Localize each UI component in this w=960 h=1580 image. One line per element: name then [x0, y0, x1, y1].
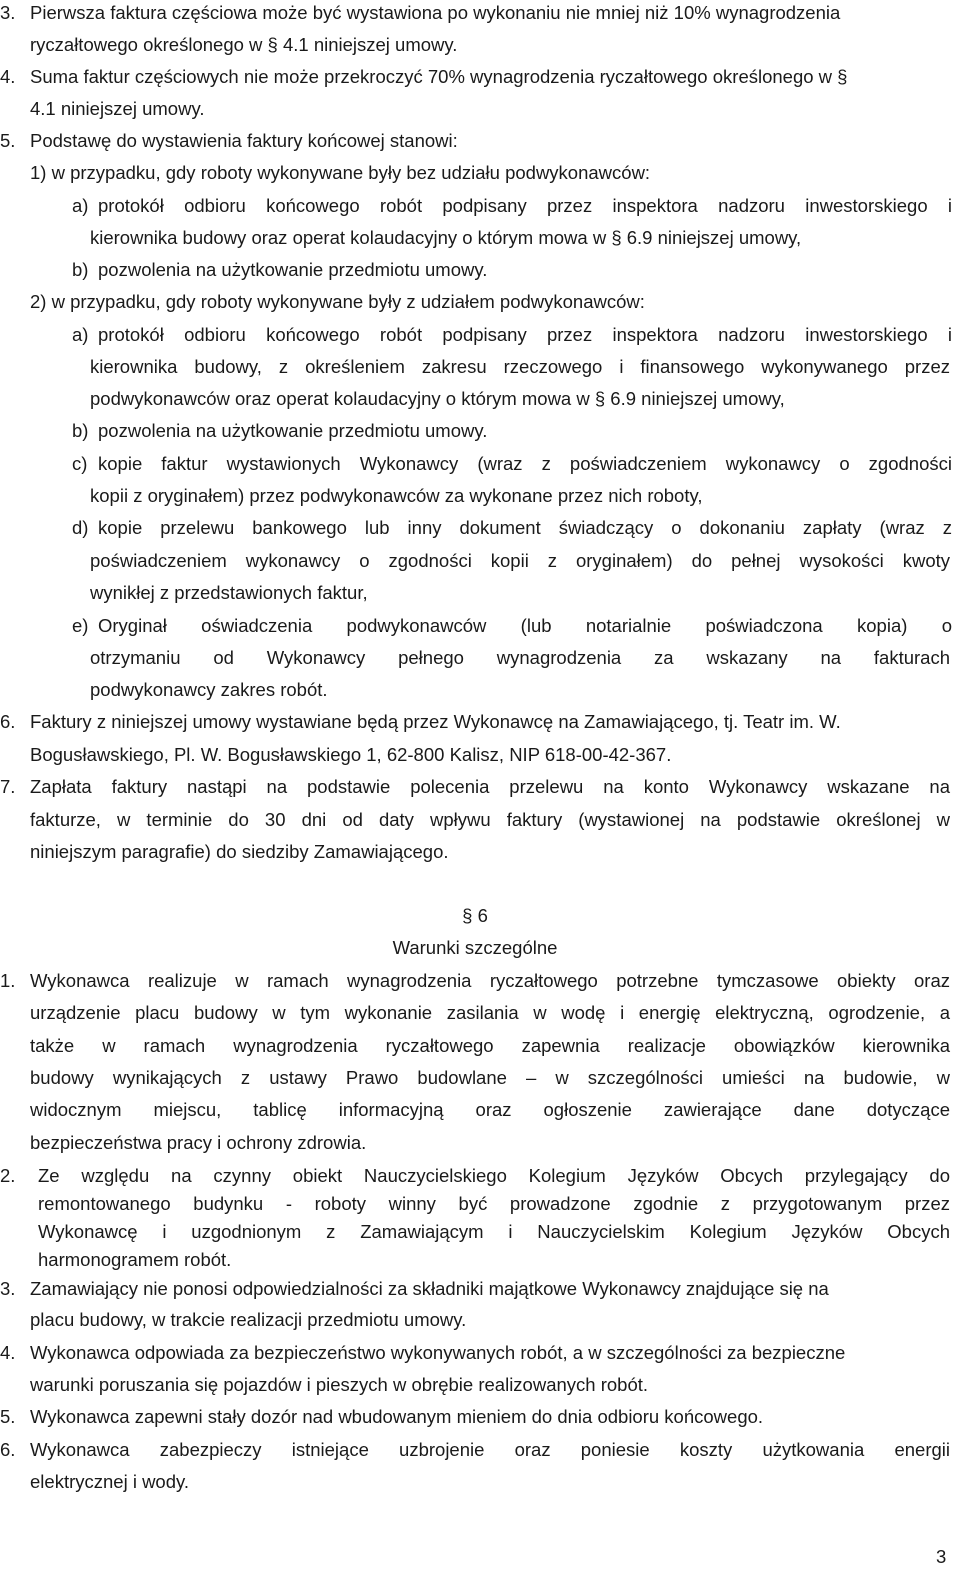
paragraph-text: Zamawiający nie ponosi odpowiedzialności za składniki majątkowe Wykonawcy znajdujące się na: [30, 1278, 829, 1299]
special-1-line-3: także w ramach wynagrodzenia ryczałtowego zapewnia realizacje obowiązków kierownika: [30, 1035, 950, 1056]
list-label: b): [72, 259, 89, 280]
section-title: Warunki szczególne: [392, 937, 558, 958]
list-label: a): [72, 324, 89, 345]
paragraph-7-line-1: [0, 771, 950, 803]
special-5-line-1: [0, 1401, 960, 1433]
list-text: Oryginał oświadczenia podwykonawców (lub notarialnie poświadczona kopia) o: [98, 615, 952, 636]
list-label: c): [72, 453, 88, 474]
special-4-line-1: [0, 1337, 960, 1369]
paragraph-3-line-1: [0, 0, 960, 29]
paragraph-7-line-2: fakturze, w terminie do 30 dni od daty wpływu faktury (wystawionej na podstawie określonej w: [30, 809, 950, 830]
list-text: kopie faktur wystawionych Wykonawcy (wraz z poświadczeniem wykonawcy o zgodności: [98, 453, 952, 474]
special-1-line-6: bezpieczeństwa pracy i ochrony zdrowia.: [30, 1132, 367, 1153]
list-label: e): [72, 615, 89, 636]
paragraph-text: Wykonawca zapewni stały dozór nad wbudowanym mieniem do dnia odbioru końcowego.: [30, 1406, 764, 1427]
special-3-line-1: [0, 1273, 960, 1305]
case-2-d-line-3: wynikłej z przedstawionych faktur,: [90, 582, 368, 603]
case-2-a-line-1: [72, 319, 952, 351]
paragraph-6-line-1: [0, 706, 960, 738]
paragraph-text: Wykonawca odpowiada za bezpieczeństwo wykonywanych robót, a w szczególności za bezpieczne: [30, 1342, 846, 1363]
paragraph-number: 7.: [0, 776, 16, 797]
paragraph-text: Ze względu na czynny obiekt Nauczycielskiego Kolegium Języków Obcych przylegający do: [38, 1165, 950, 1186]
paragraph-number: 4.: [0, 66, 16, 87]
special-6-line-2: elektrycznej i wody.: [30, 1471, 190, 1492]
case-2-e-line-1: [72, 610, 952, 642]
page-number: 3: [936, 1546, 947, 1567]
special-6-line-1: [0, 1434, 950, 1466]
paragraph-number: 3.: [0, 1278, 16, 1299]
case-2-b-line-1: [72, 415, 952, 447]
paragraph-text: Zapłata faktury nastąpi na podstawie polecenia przelewu na konto Wykonawcy wskazane na: [30, 776, 950, 797]
paragraph-number: 5.: [0, 1406, 16, 1427]
case-1-header: 1) w przypadku, gdy roboty wykonywane były bez udziału podwykonawców:: [30, 162, 651, 183]
special-4-line-2: warunki poruszania się pojazdów i pieszych w obrębie realizowanych robót.: [30, 1374, 649, 1395]
case-2-e-line-3: podwykonawcy zakres robót.: [90, 679, 328, 700]
paragraph-number: 4.: [0, 1342, 16, 1363]
list-label: a): [72, 195, 89, 216]
special-2-line-4: harmonogramem robót.: [38, 1249, 232, 1270]
paragraph-text: Pierwsza faktura częściowa może być wystawiona po wykonaniu nie mniej niż 10% wynagrodzenia: [30, 2, 841, 23]
case-2-d-line-2: poświadczeniem wykonawcy o zgodności kopii z oryginałem) do pełnej wysokości kwoty: [90, 550, 950, 571]
special-1-line-5: widocznym miejscu, tablicę informacyjną oraz ogłoszenie zawierające dane dotyczące: [30, 1099, 950, 1120]
paragraph-5-line-1: [0, 125, 960, 157]
case-2-d-line-1: [72, 512, 952, 544]
paragraph-text: Wykonawca realizuje w ramach wynagrodzenia ryczałtowego potrzebne tymczasowe obiekty oraz: [30, 970, 950, 991]
paragraph-7-line-3: niniejszym paragrafie) do siedziby Zamawiającego.: [30, 841, 449, 862]
special-2-line-2: remontowanego budynku - roboty winny być prowadzone zgodnie z przygotowanym przez: [38, 1193, 950, 1214]
paragraph-4-line-1: [0, 61, 960, 93]
case-2-e-line-2: otrzymaniu od Wykonawcy pełnego wynagrodzenia za wskazany na fakturach: [90, 647, 950, 668]
list-text: pozwolenia na użytkowanie przedmiotu umowy.: [98, 420, 488, 441]
list-label: d): [72, 517, 89, 538]
list-text: protokół odbioru końcowego robót podpisany przez inspektora nadzoru inwestorskiego i: [98, 324, 952, 345]
paragraph-text: Suma faktur częściowych nie może przekroczyć 70% wynagrodzenia ryczałtowego określonego w §: [30, 66, 848, 87]
section-symbol: § 6: [462, 905, 488, 926]
paragraph-6-line-2: Bogusławskiego, Pl. W. Bogusławskiego 1, 62-800 Kalisz, NIP 618-00-42-367.: [30, 744, 672, 765]
special-1-line-2: urządzenie placu budowy w tym wykonanie zasilania w wodę i energię elektryczną, ogrodzenie, a: [30, 1002, 950, 1023]
list-text: kopie przelewu bankowego lub inny dokument świadczący o dokonaniu zapłaty (wraz z: [98, 517, 952, 538]
paragraph-3-line-2: ryczałtowego określonego w § 4.1 niniejszej umowy.: [30, 34, 458, 55]
paragraph-text: Podstawę do wystawienia faktury końcowej stanowi:: [30, 130, 458, 151]
case-2-c-line-1: [72, 448, 952, 480]
paragraph-text: Wykonawca zabezpieczy istniejące uzbrojenie oraz poniesie koszty użytkowania energii: [30, 1439, 950, 1460]
list-text: pozwolenia na użytkowanie przedmiotu umowy.: [98, 259, 488, 280]
special-3-line-2: placu budowy, w trakcie realizacji przedmiotu umowy.: [30, 1309, 467, 1330]
paragraph-number: 2.: [0, 1165, 16, 1186]
paragraph-number: 3.: [0, 2, 16, 23]
case-1-a-line-2: kierownika budowy oraz operat kolaudacyjny o którym mowa w § 6.9 niniejszej umowy,: [90, 227, 802, 248]
paragraph-number: 5.: [0, 130, 16, 151]
special-1-line-4: budowy wynikających z ustawy Prawo budowlane – w szczególności umieści na budowie, w: [30, 1067, 950, 1088]
list-label: b): [72, 420, 89, 441]
case-2-header: 2) w przypadku, gdy roboty wykonywane były z udziałem podwykonawców:: [30, 291, 645, 312]
case-1-b-line-1: [72, 254, 952, 286]
paragraph-number: 6.: [0, 711, 16, 732]
special-2-line-3: Wykonawcę i uzgodnionym z Zamawiającym i Nauczycielskim Kolegium Języków Obcych: [38, 1221, 950, 1242]
case-2-a-line-3: podwykonawców oraz operat kolaudacyjny o którym mowa w § 6.9 niniejszej umowy,: [90, 388, 785, 409]
paragraph-number: 1.: [0, 970, 16, 991]
special-1-line-1: [0, 965, 950, 997]
case-1-a-line-1: [72, 190, 952, 222]
paragraph-text: Faktury z niniejszej umowy wystawiane będą przez Wykonawcę na Zamawiającego, tj. Teatr im. W.: [30, 711, 841, 732]
list-text: protokół odbioru końcowego robót podpisany przez inspektora nadzoru inwestorskiego i: [98, 195, 952, 216]
case-2-c-line-2: kopii z oryginałem) przez podwykonawców za wykonane przez nich roboty,: [90, 485, 703, 506]
paragraph-4-line-2: 4.1 niniejszej umowy.: [30, 98, 205, 119]
paragraph-number: 6.: [0, 1439, 16, 1460]
case-2-a-line-2: kierownika budowy, z określeniem zakresu rzeczowego i finansowego wykonywanego przez: [90, 356, 950, 377]
